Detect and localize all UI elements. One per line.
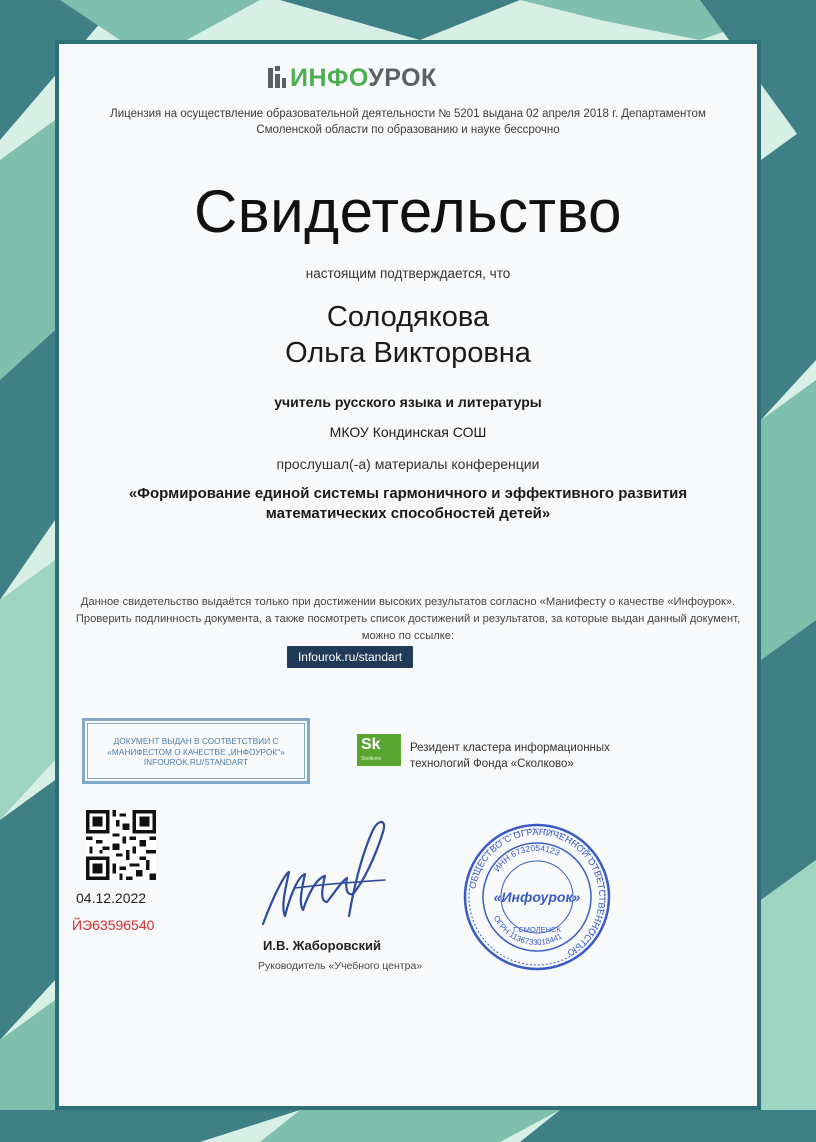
infourok-logo — [268, 62, 458, 96]
logo-part-info: ИНФО — [290, 64, 369, 92]
qr-code-icon[interactable] — [86, 810, 156, 880]
recipient-school: МКОУ Кондинская СОШ — [329, 424, 487, 440]
recipient-surname: Солодякова — [326, 301, 490, 333]
skolkovo-text-line-1: Резидент кластера информационных — [410, 742, 610, 754]
verification-note: Данное свидетельство выдаётся только при достижении высоких результатов согласно «Манифесту о качестве «Инфоурок». Проверить подлинность документа, а также посмотреть список достижений и результатов, за которые выдан данный документ, можно по ссылке: — [75, 596, 741, 642]
issue-date: 04.12.2022 — [76, 890, 147, 906]
recipient-position: учитель русского языка и литературы — [274, 394, 542, 410]
manifest-line-2: «МАНИФЕСТОМ О КАЧЕСТВЕ „ИНФОУРОК"» — [107, 746, 285, 757]
skolkovo-logo-text: Sk — [361, 736, 381, 753]
document-number: ЙЭ63596540 — [72, 917, 155, 933]
skolkovo-logo-sub: Skolkovo — [361, 756, 382, 762]
conference-title: «Формирование единой системы гармоничного и эффективного развития математических способностей детей» — [128, 485, 688, 522]
signer-role: Руководитель «Учебного центра» — [258, 960, 423, 972]
seal-inn-text: ИНН 6732054123 — [491, 842, 562, 874]
skolkovo-text-line-2: технологий Фонда «Сколково» — [410, 758, 574, 770]
license-text: Лицензия на осуществление образовательной деятельности № 5201 выдана 02 апреля 2018 г. Департаментом Смоленской области по образованию и науке бессрочно — [110, 108, 706, 136]
signer-name: И.В. Жаборовский — [263, 938, 381, 953]
skolkovo-resident-text — [410, 740, 610, 772]
seal-center-text: «Инфоурок» — [493, 889, 581, 905]
logo-part-urok: УРОК — [368, 64, 437, 92]
seal-stamp — [462, 822, 612, 972]
skolkovo-logo — [357, 734, 401, 766]
manifest-line-1: ДОКУМЕНТ ВЫДАН В СООТВЕТСТВИИ С — [113, 736, 279, 746]
seal-outer-ring-text: ОБЩЕСТВО С ОГРАНИЧЕННОЙ ОТВЕТСТВЕННОСТЬЮ — [467, 826, 608, 959]
recipient-given-names: Ольга Викторовна — [285, 337, 531, 369]
signature-icon — [255, 812, 395, 940]
manifest-stamp — [82, 718, 310, 784]
confirm-text: настоящим подтверждается, что — [305, 266, 511, 281]
infourok-mark-icon — [268, 66, 286, 90]
verification-link[interactable]: Infourok.ru/standart — [287, 646, 413, 668]
listened-text: прослушал(-а) материалы конференции — [276, 456, 540, 472]
manifest-line-3: INFOUROK.RU/STANDART — [143, 757, 249, 767]
seal-city-text: Г.СМОЛЕНСК — [513, 925, 561, 934]
seal-ogrn-text: ОГРН 1136733018441 — [491, 914, 564, 948]
logo-wordmark — [290, 62, 437, 94]
certificate-title: Свидетельство — [193, 178, 623, 245]
